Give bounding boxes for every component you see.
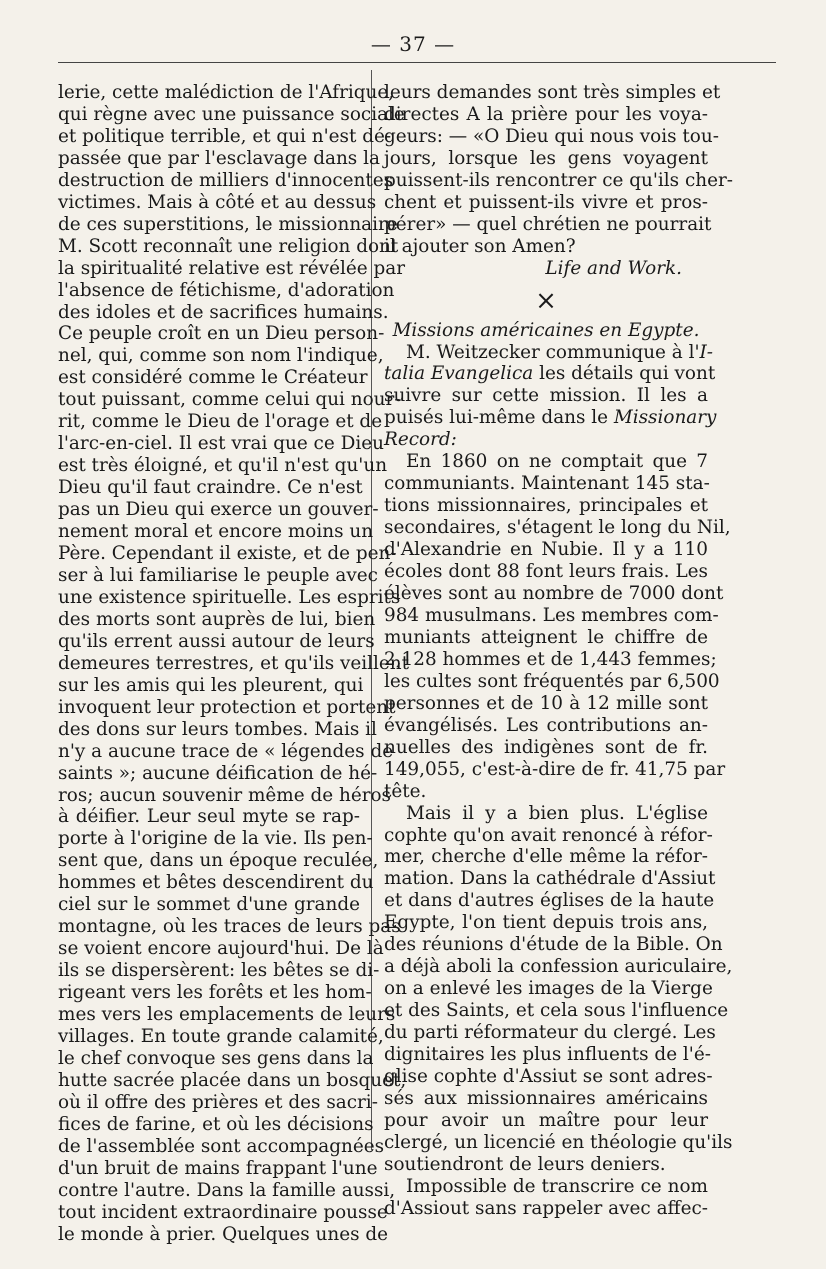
text-line: pérer» — quel chrétien ne pourrait (384, 213, 712, 235)
text-line: d'Alexandrie en Nubie. Il y a 110 (384, 539, 708, 561)
text-line: rit, comme le Dieu de l'orage et de (58, 411, 383, 433)
text-line: cophte qu'on avait renoncé à réfor- (384, 824, 713, 846)
text-line: nement moral et encore moins un (58, 521, 374, 543)
text-line: 149,055, c'est-à-dire de fr. 41,75 par (384, 758, 726, 780)
text-line (384, 407, 717, 429)
text-line: des idoles et de sacrifices humains. (58, 301, 389, 323)
text-line: sur les amis qui les pleurent, qui (58, 674, 364, 696)
text-line: mation. Dans la cathédrale d'Assiut (384, 868, 716, 890)
text-line: communiants. Maintenant 145 sta- (384, 473, 710, 495)
text-line: invoquent leur protection et portent (58, 696, 396, 718)
italic-span: I- (699, 341, 714, 363)
separator-cross: × (535, 285, 557, 316)
text-line: mes vers les emplacements de leurs (58, 1004, 396, 1026)
text-line: n'y a aucune trace de « légendes de (58, 740, 394, 762)
text-line: sent que, dans un époque reculée, (58, 850, 379, 872)
text-line: secondaires, s'étagent le long du Nil, (384, 517, 731, 539)
text-line: et politique terrible, et qui n'est dé- (58, 125, 392, 147)
text-line: En 1860 on ne comptait que 7 (406, 451, 708, 473)
text-line: tout puissant, comme celui qui nour- (58, 389, 401, 411)
paragraph-1 (384, 341, 717, 452)
italic-span: Missionary (613, 407, 717, 429)
text-line: Dieu qu'il faut craindre. Ce n'est (58, 477, 363, 499)
text-line: il ajouter son Amen? (384, 235, 576, 257)
text-line: le chef convoque ses gens dans la (58, 1047, 374, 1069)
text-line: hutte sacrée placée dans un bosquet, (58, 1069, 407, 1091)
text-line: tête. (384, 780, 427, 802)
text-line: Ce peuple croît en un Dieu person- (58, 323, 385, 345)
text-line: on a enlevé les images de la Vierge (384, 978, 713, 1000)
text-line: de ces superstitions, le missionnaire (58, 213, 398, 235)
text-line: mer, cherche d'elle même la réfor- (384, 846, 708, 868)
page-number: — 37 — (370, 32, 456, 56)
text-line: villages. En toute grande calamité, (58, 1025, 384, 1047)
text-line: des réunions d'étude de la Bible. On (384, 934, 723, 956)
text-line: nel, qui, comme son nom l'indique, (58, 345, 384, 367)
text-line: directes A la prière pour les voya- (384, 103, 708, 125)
text-line: d'Assiout sans rappeler avec affec- (384, 1197, 708, 1219)
text-line: pour avoir un maître pour leur (384, 1109, 708, 1131)
text-line: montagne, où les traces de leurs pas (58, 916, 401, 938)
text-line: clergé, un licencié en théologie qu'ils (384, 1131, 733, 1153)
text-span: puisés lui-même dans le (384, 407, 614, 429)
text-line: victimes. Mais à côté et au dessus (58, 191, 377, 213)
italic-span: talia Evangelica (384, 363, 534, 385)
paragraph-4 (384, 1176, 708, 1220)
text-line: une existence spirituelle. Les esprits (58, 586, 401, 608)
text-line: demeures terrestres, et qu'ils veillent (58, 652, 410, 674)
text-line: le monde à prier. Quelques unes de (58, 1223, 389, 1245)
text-line: pas un Dieu qui exerce un gouver- (58, 499, 379, 521)
paragraph-3 (384, 802, 733, 1176)
text-line: saints »; aucune déification de hé- (58, 762, 378, 784)
text-line: 984 musulmans. Les membres com- (384, 604, 719, 626)
text-line: où il offre des prières et des sacri- (58, 1091, 378, 1113)
text-line: l'absence de fétichisme, d'adoration (58, 279, 395, 301)
text-line (384, 341, 714, 364)
text-line: glise cophte d'Assiut se sont adres- (384, 1065, 713, 1087)
text-line: sés aux missionnaires américains (384, 1087, 708, 1109)
text-line: Mais il y a bien plus. L'église (406, 802, 708, 824)
text-line: geurs: — «O Dieu qui nous vois tou- (384, 125, 719, 147)
text-line: et dans d'autres églises de la haute (384, 890, 715, 912)
text-line: porte à l'origine de la vie. Ils pen- (58, 828, 373, 850)
text-line: tions missionnaires, principales et (384, 495, 708, 517)
text-line: fices de farine, et où les décisions (58, 1113, 374, 1135)
text-line: ils se dispersèrent: les bêtes se di- (58, 960, 380, 982)
paragraph-2 (384, 451, 731, 802)
text-line: personnes et de 10 à 12 mille sont (384, 692, 708, 714)
text-line: l'arc-en-ciel. Il est vrai que ce Dieu (58, 433, 384, 455)
text-line: suivre sur cette mission. Il les a (384, 385, 708, 407)
text-span: les détails qui vont (533, 363, 716, 385)
text-line: chent et puissent-ils vivre et pros- (384, 191, 708, 213)
text-line: du parti réformateur du clergé. Les (384, 1022, 716, 1044)
text-line: qui règne avec une puissance sociale (58, 103, 405, 125)
text-line: qu'ils errent aussi autour de leurs (58, 630, 375, 652)
text-line: écoles dont 88 font leurs frais. Les (384, 561, 708, 583)
section-heading: Missions américaines en Egypte. (392, 319, 700, 341)
right-column (384, 82, 733, 1220)
text-line: des dons sur leurs tombes. Mais il (58, 718, 377, 740)
text-line: tout incident extraordinaire pousse (58, 1201, 388, 1223)
text-line: puissent-ils rencontrer ce qu'ils cher- (384, 169, 733, 191)
text-line: des morts sont auprès de lui, bien (58, 608, 376, 630)
text-line: à déifier. Leur seul myte se rap- (58, 806, 360, 828)
text-line: passée que par l'esclavage dans la (58, 147, 380, 169)
text-line: de l'assemblée sont accompagnées (58, 1135, 385, 1157)
text-line: ciel sur le sommet d'une grande (58, 894, 360, 916)
text-line: et des Saints, et cela sous l'influence (384, 1000, 729, 1022)
text-line: soutiendront de leurs deniers. (384, 1153, 666, 1175)
text-line: Impossible de transcrire ce nom (406, 1175, 708, 1197)
intro-paragraph (384, 82, 733, 258)
text-line: nuelles des indigènes sont de fr. (384, 736, 708, 758)
text-line: a déjà aboli la confession auriculaire, (384, 956, 733, 978)
text-line: hommes et bêtes descendirent du (58, 872, 374, 894)
text-line: élèves sont au nombre de 7000 dont (384, 583, 724, 605)
text-line: M. Scott reconnaît une religion dont (58, 235, 399, 257)
text-line: rigeant vers les forêts et les hom- (58, 982, 372, 1004)
signature: Life and Work. (545, 257, 682, 279)
text-line (384, 363, 716, 385)
text-line: contre l'autre. Dans la famille aussi, (58, 1179, 396, 1201)
text-line: leurs demandes sont très simples et (384, 82, 721, 103)
text-line (384, 429, 708, 451)
text-line: jours, lorsque les gens voyagent (384, 147, 708, 169)
text-line: lerie, cette malédiction de l'Afrique, (58, 82, 395, 103)
text-line: destruction de milliers d'innocentes (58, 169, 394, 191)
text-line: les cultes sont fréquentés par 6,500 (384, 670, 720, 692)
header-rule (58, 62, 776, 63)
text-line: Père. Cependant il existe, et de pen- (58, 543, 397, 565)
text-line: Egypte, l'on tient depuis trois ans, (384, 912, 708, 934)
text-line: d'un bruit de mains frappant l'une (58, 1157, 378, 1179)
italic-span: Record: (384, 429, 457, 451)
text-line: se voient encore aujourd'hui. De là (58, 938, 384, 960)
text-line: muniants atteignent le chiffre de (384, 626, 708, 648)
text-line: est considéré comme le Créateur (58, 367, 368, 389)
text-line: la spiritualité relative est révélée par (58, 257, 405, 279)
text-line: ros; aucun souvenir même de héros (58, 784, 391, 806)
text-line: évangélisés. Les contributions an- (384, 714, 708, 736)
text-line: 2,128 hommes et de 1,443 femmes; (384, 648, 717, 670)
text-span: M. Weitzecker communique à l' (406, 341, 700, 363)
text-line: dignitaires les plus influents de l'é- (384, 1044, 711, 1066)
text-line: est très éloigné, et qu'il n'est qu'un (58, 455, 388, 477)
text-line: ser à lui familiarise le peuple avec (58, 564, 378, 586)
